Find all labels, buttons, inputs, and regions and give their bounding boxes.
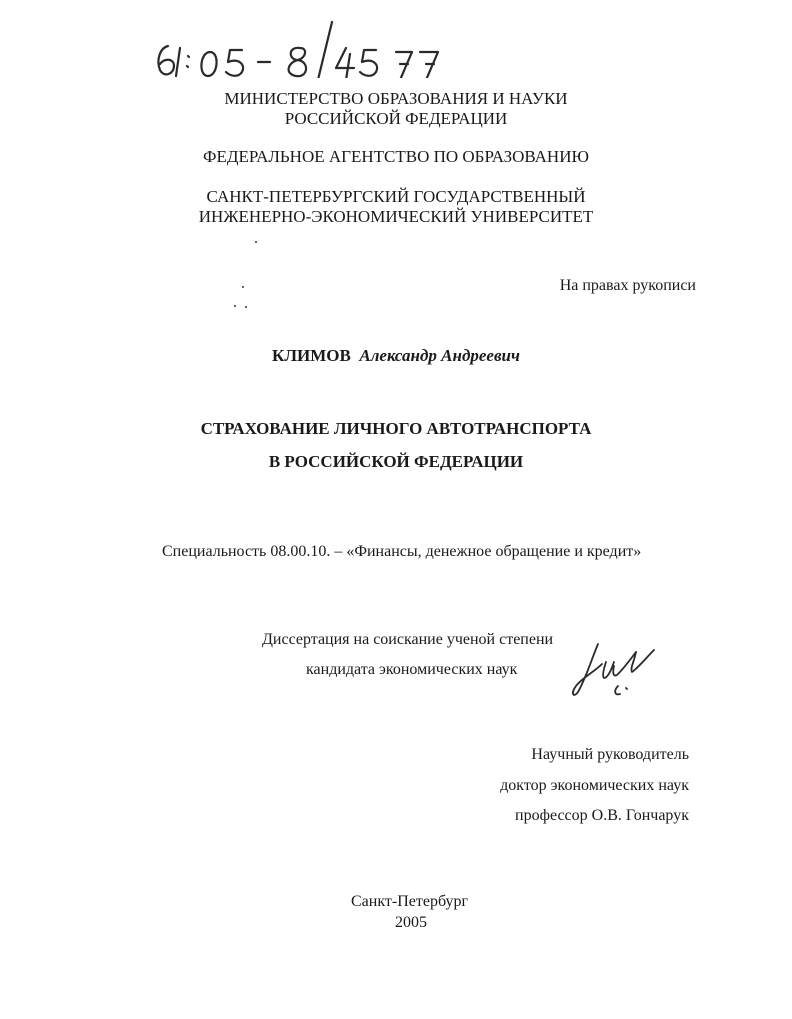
university-line-2: ИНЖЕНЕРНО-ЭКОНОМИЧЕСКИЙ УНИВЕРСИТЕТ	[198, 207, 594, 226]
city: Санкт-Петербург	[351, 893, 469, 910]
scan-speck	[234, 305, 236, 307]
scan-speck	[242, 286, 244, 288]
advisor-role: Научный руководитель	[531, 746, 689, 763]
scan-speck	[255, 241, 257, 243]
advisor-degree: доктор экономических наук	[500, 777, 689, 794]
degree-line-2: кандидата экономических наук	[306, 661, 518, 678]
manuscript-rights-note: На правах рукописи	[559, 277, 696, 294]
degree-line-1: Диссертация на соискание ученой степени	[262, 631, 554, 648]
agency-name: ФЕДЕРАЛЬНОЕ АГЕНТСТВО ПО ОБРАЗОВАНИЮ	[203, 147, 589, 166]
author-given-names: Александр Андреевич	[359, 346, 520, 365]
handwritten-catalog-number	[150, 18, 450, 78]
year: 2005	[395, 914, 427, 931]
specialty-line: Специальность 08.00.10. – «Финансы, денежное обращение и кредит»	[162, 543, 642, 560]
advisor-name: профессор О.В. Гончарук	[515, 807, 689, 824]
dissertation-title-line-1: СТРАХОВАНИЕ ЛИЧНОГО АВТОТРАНСПОРТА	[200, 419, 592, 438]
author-surname: КЛИМОВ	[272, 346, 351, 365]
ministry-line-2: РОССИЙСКОЙ ФЕДЕРАЦИИ	[284, 109, 508, 128]
handwritten-signature	[568, 638, 663, 700]
dissertation-title-line-2: В РОССИЙСКОЙ ФЕДЕРАЦИИ	[268, 452, 524, 471]
scan-speck	[245, 306, 247, 308]
ministry-line-1: МИНИСТЕРСТВО ОБРАЗОВАНИЯ И НАУКИ	[224, 89, 568, 108]
university-line-1: САНКТ-ПЕТЕРБУРГСКИЙ ГОСУДАРСТВЕННЫЙ	[206, 187, 586, 206]
author-name	[0, 346, 792, 366]
